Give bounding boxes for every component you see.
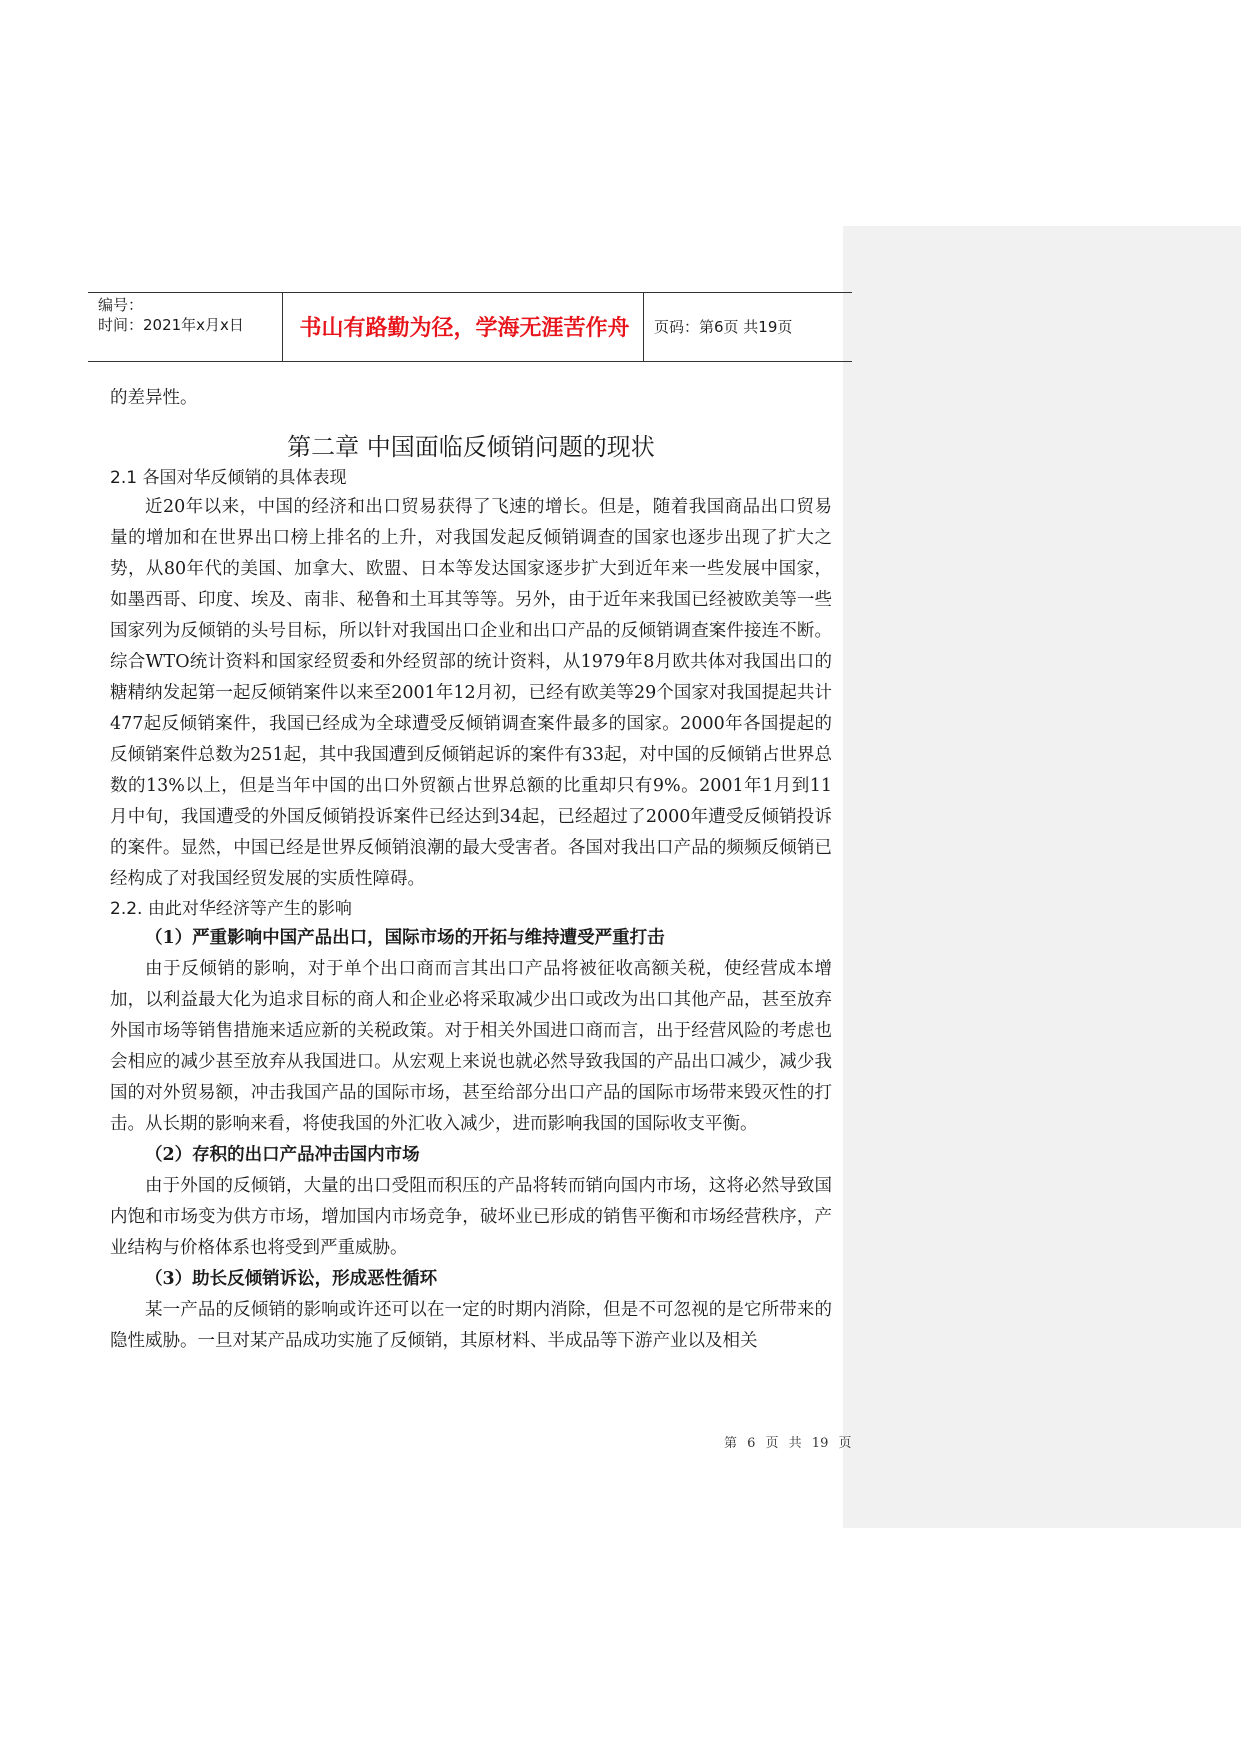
paragraph-2-1: 近20年以来，中国的经济和出口贸易获得了飞速的增长。但是，随着我国商品出口贸易量的增加和在世界出口榜上排名的上升，对我国发起反倾销调查的国家也逐步出现了扩大之势，从80年代的美国、加拿大、欧盟、日本等发达国家逐步扩大到近年来一些发展中国家，如墨西哥、印度、埃及、南非、秘鲁和土耳其等等。另外，由于近年来我国已经被欧美等一些国家列为反倾销的头号目标，所以针对我国出口企业和出口产品的反倾销调查案件接连不断。综合WTO统计资料和国家经贸委和外经贸部的统计资料，从1979年8月欧共体对我国出口的糖精纳发起第一起反倾销案件以来至2001年12月初，已经有欧美等29个国家对我国提起共计477起反倾销案件，我国已经成为全球遭受反倾销调查案件最多的国家。2000年各国提起的反倾销案件总数为251起，其中我国遭到反倾销起诉的案件有33起，对中国的反倾销占世界总数的13%以上，但是当年中国的出口外贸额占世界总额的比重却只有9%。2001年1月到11月中旬，我国遭受的外国反倾销投诉案件已经达到34起，已经超过了2000年遭受反倾销投诉的案件。显然，中国已经是世界反倾销浪潮的最大受害者。各国对我出口产品的频频反倾销已经构成了对我国经贸发展的实质性障碍。 bbox=[110, 497, 832, 889]
subheading-3: （3）助长反倾销诉讼，形成恶性循环 bbox=[145, 1269, 438, 1289]
section-heading-2-2: 2.2. 由此对华经济等产生的影响 bbox=[110, 899, 352, 919]
paragraph-sub-2: 由于外国的反倾销，大量的出口受阻而积压的产品将转而销向国内市场，这将必然导致国内饱和市场变为供方市场，增加国内市场竞争，破坏业已形成的销售平衡和市场经营秩序，产业结构与价格体系也将受到严重威胁。 bbox=[110, 1176, 832, 1258]
header-left-cell bbox=[98, 295, 244, 335]
page-footer: 第 6 页 共 19 页 bbox=[724, 1436, 852, 1451]
number-label: 编号： bbox=[98, 296, 144, 314]
header-motto: 书山有路勤为径，学海无涯苦作舟 bbox=[299, 315, 630, 341]
paragraph-sub-3: 某一产品的反倾销的影响或许还可以在一定的时期内消除，但是不可忽视的是它所带来的隐性威胁。一旦对某产品成功实施了反倾销，其原材料、半成品等下游产业以及相关 bbox=[110, 1300, 832, 1351]
time-label: 时间：2021年x月x日 bbox=[98, 316, 244, 334]
header-page-info: 页码：第6页 共19页 bbox=[654, 318, 793, 336]
comment-margin-pane bbox=[843, 226, 1241, 1528]
header-divider-left bbox=[282, 292, 283, 361]
document-body bbox=[110, 383, 832, 1357]
carryover-text: 的差异性。 bbox=[110, 388, 198, 408]
subheading-2: （2）存积的出口产品冲击国内市场 bbox=[145, 1145, 420, 1165]
subheading-1: （1）严重影响中国产品出口，国际市场的开拓与维持遭受严重打击 bbox=[145, 928, 665, 948]
section-heading-2-1: 2.1 各国对华反倾销的具体表现 bbox=[110, 468, 347, 488]
header-bottom-rule bbox=[88, 361, 852, 362]
chapter-title: 第二章 中国面临反倾销问题的现状 bbox=[287, 433, 655, 461]
paragraph-sub-1: 由于反倾销的影响，对于单个出口商而言其出口产品将被征收高额关税，使经营成本增加，以利益最大化为追求目标的商人和企业必将采取减少出口或改为出口其他产品，甚至放弃外国市场等销售措施来适应新的关税政策。对于相关外国进口商而言，出于经营风险的考虑也会相应的减少甚至放弃从我国进口。从宏观上来说也就必然导致我国的产品出口减少，减少我国的对外贸易额，冲击我国产品的国际市场，甚至给部分出口产品的国际市场带来毁灭性的打击。从长期的影响来看，将使我国的外汇收入减少，进而影响我国的国际收支平衡。 bbox=[110, 959, 832, 1134]
